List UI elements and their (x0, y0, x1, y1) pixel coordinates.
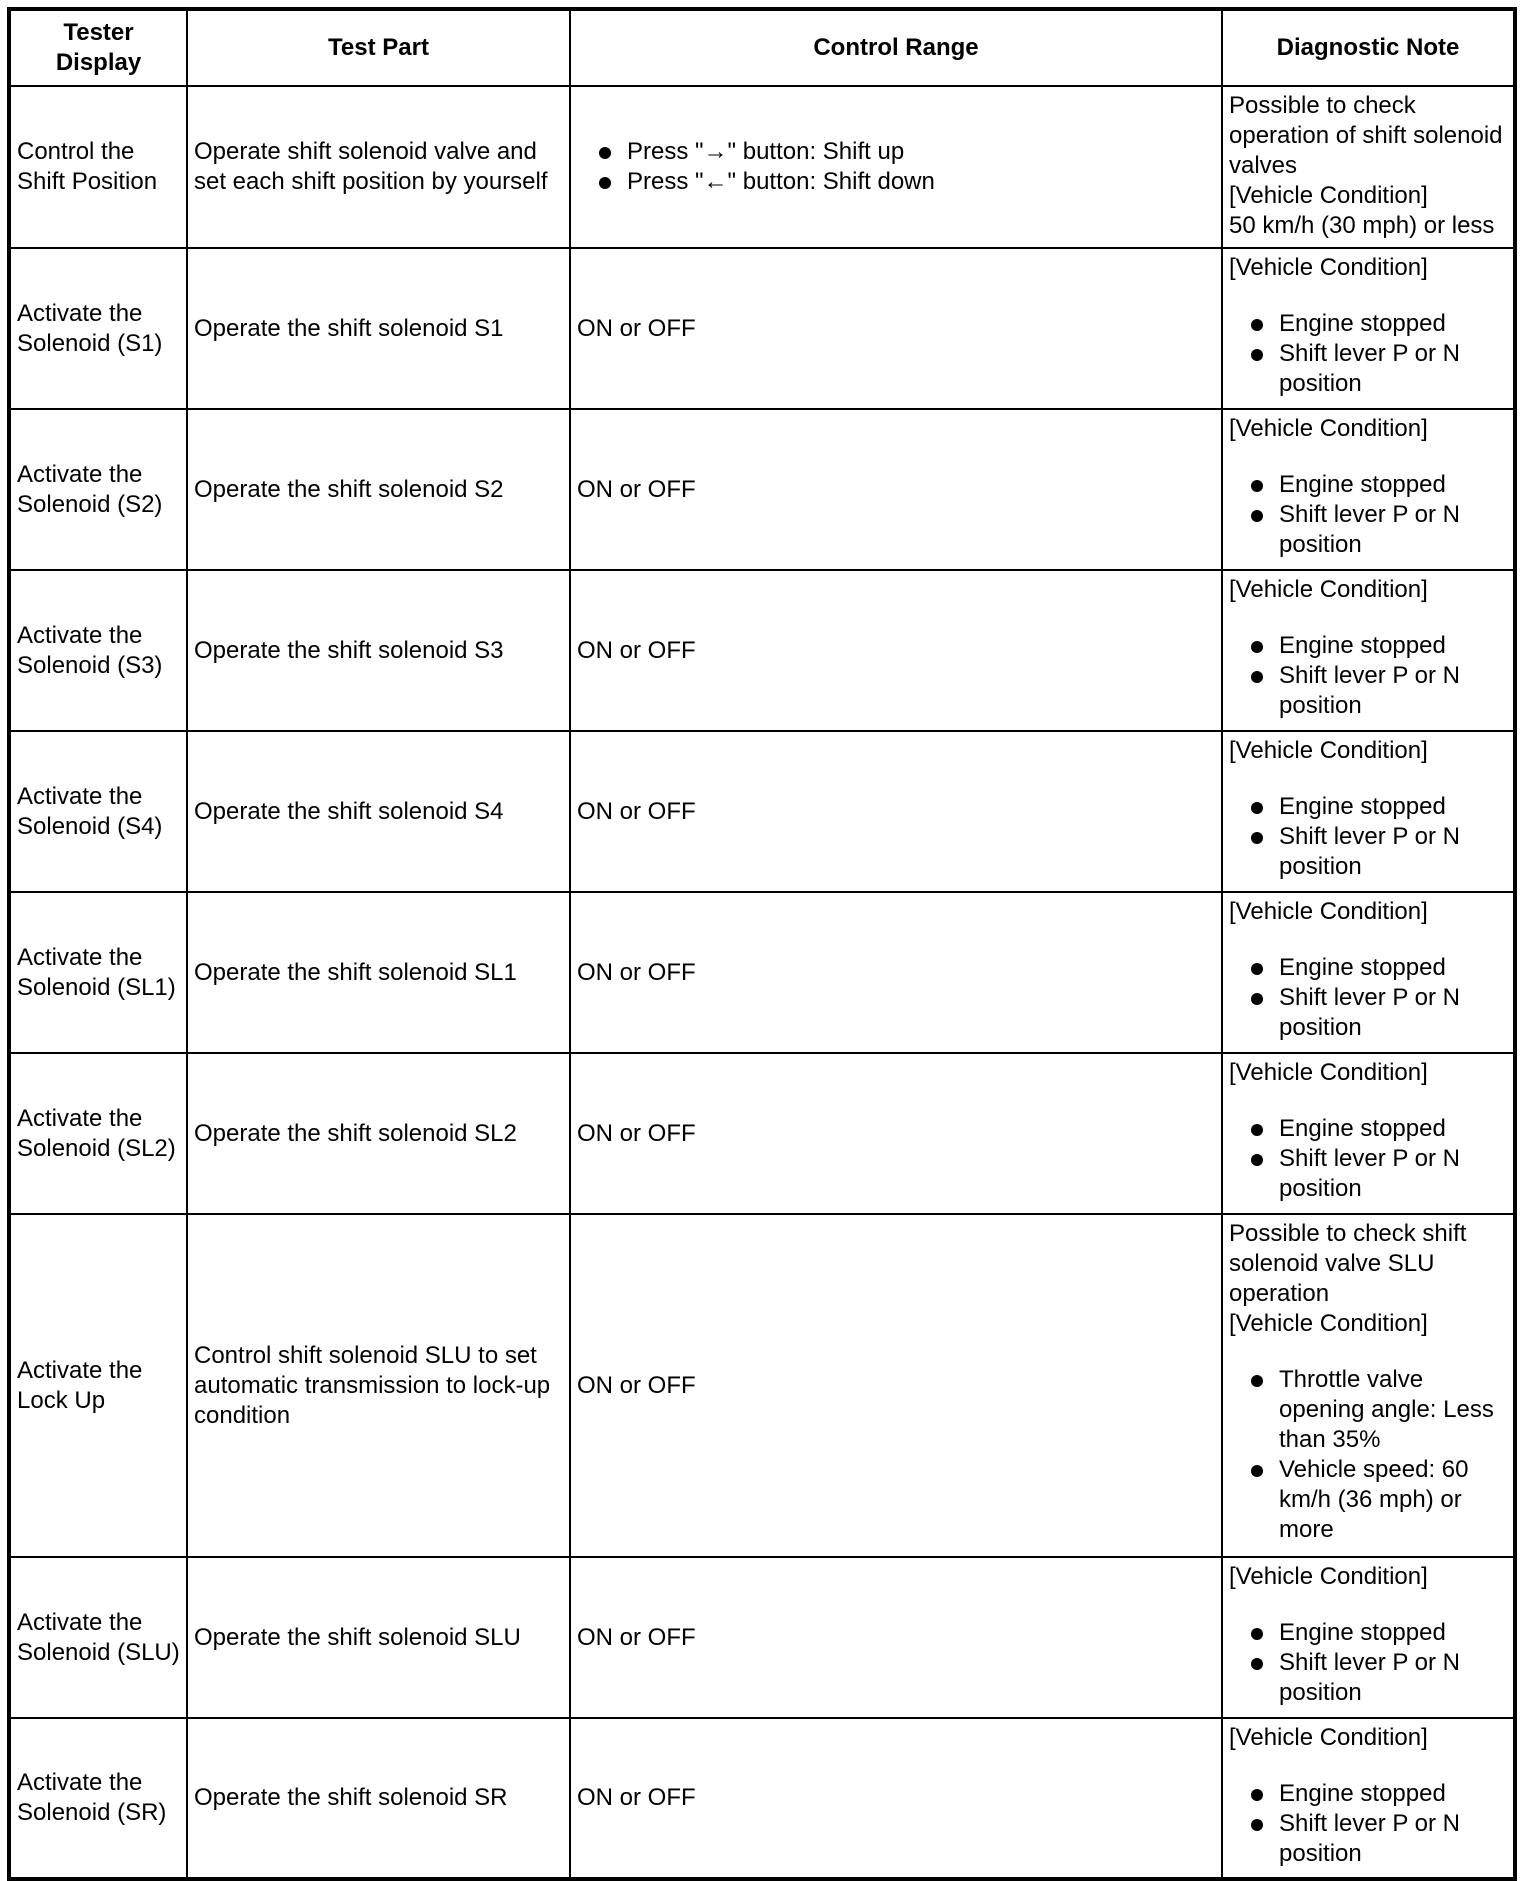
note-list (1229, 470, 1507, 560)
note-item: Throttle valve opening angle: Less than 35% (1229, 1365, 1507, 1455)
header-diagnostic-note: Diagnostic Note (1222, 9, 1515, 86)
tester-display-cell: Activate the Solenoid (S4) (9, 731, 187, 892)
note-heading: [Vehicle Condition] (1229, 1724, 1428, 1751)
note-list (1229, 1618, 1507, 1708)
table-row (9, 1053, 1515, 1214)
control-range-cell: ON or OFF (570, 1557, 1222, 1718)
tester-display-cell: Control the Shift Position (9, 86, 187, 248)
diagnostic-note-cell (1222, 1557, 1515, 1718)
note-list (1229, 953, 1507, 1043)
note-list (1229, 309, 1507, 399)
note-item: Engine stopped (1229, 1114, 1507, 1144)
note-list (1229, 1365, 1507, 1545)
note-item: Engine stopped (1229, 1618, 1507, 1648)
note-item: Shift lever P or N position (1229, 983, 1507, 1043)
note-item: Engine stopped (1229, 470, 1507, 500)
note-heading: [Vehicle Condition] (1229, 1310, 1428, 1337)
test-part-cell: Operate the shift solenoid SR (187, 1718, 570, 1879)
diagnostic-note-cell (1222, 570, 1515, 731)
test-part-cell: Operate the shift solenoid S3 (187, 570, 570, 731)
note-item: Shift lever P or N position (1229, 822, 1507, 882)
header-control-range: Control Range (570, 9, 1222, 86)
note-list (1229, 631, 1507, 721)
note-item: Engine stopped (1229, 631, 1507, 661)
table-row (9, 731, 1515, 892)
note-heading: [Vehicle Condition] (1229, 898, 1428, 925)
header-test-part: Test Part (187, 9, 570, 86)
diagnostic-note-cell (1222, 731, 1515, 892)
test-part-cell: Operate the shift solenoid SL2 (187, 1053, 570, 1214)
control-range-cell (570, 86, 1222, 248)
test-part-cell: Operate shift solenoid valve and set each shift position by yourself (187, 86, 570, 248)
active-test-table (7, 7, 1517, 1881)
tester-display-cell: Activate the Lock Up (9, 1214, 187, 1557)
note-list (1229, 1114, 1507, 1204)
control-range-cell: ON or OFF (570, 1718, 1222, 1879)
tester-display-cell: Activate the Solenoid (SR) (9, 1718, 187, 1879)
test-part-cell: Operate the shift solenoid S4 (187, 731, 570, 892)
note-heading: [Vehicle Condition] (1229, 1563, 1428, 1590)
control-range-cell: ON or OFF (570, 1053, 1222, 1214)
note-heading: [Vehicle Condition] (1229, 182, 1428, 209)
note-text: Possible to check shift solenoid valve SLU operation (1229, 1220, 1467, 1307)
note-item: Vehicle speed: 60 km/h (36 mph) or more (1229, 1455, 1507, 1545)
note-item: Engine stopped (1229, 953, 1507, 983)
diagnostic-note-cell (1222, 248, 1515, 409)
test-part-cell: Operate the shift solenoid S1 (187, 248, 570, 409)
test-part-cell: Control shift solenoid SLU to set automatic transmission to lock-up condition (187, 1214, 570, 1557)
table-row (9, 1214, 1515, 1557)
diagnostic-note-cell (1222, 1718, 1515, 1879)
header-row (9, 9, 1515, 86)
control-range-cell: ON or OFF (570, 570, 1222, 731)
note-list (1229, 1779, 1507, 1869)
note-heading: [Vehicle Condition] (1229, 737, 1428, 764)
note-item: Shift lever P or N position (1229, 1648, 1507, 1708)
control-range-cell: ON or OFF (570, 892, 1222, 1053)
tester-display-cell: Activate the Solenoid (S2) (9, 409, 187, 570)
tester-display-cell: Activate the Solenoid (SL1) (9, 892, 187, 1053)
diagnostic-note-cell (1222, 1053, 1515, 1214)
diagnostic-note-cell (1222, 409, 1515, 570)
control-range-cell: ON or OFF (570, 409, 1222, 570)
note-list (1229, 792, 1507, 882)
note-heading: [Vehicle Condition] (1229, 1059, 1428, 1086)
control-range-list (577, 137, 1215, 197)
table-row (9, 248, 1515, 409)
control-range-item: Press "←" button: Shift down (577, 167, 1215, 197)
tester-display-cell: Activate the Solenoid (SLU) (9, 1557, 187, 1718)
note-heading: [Vehicle Condition] (1229, 254, 1428, 281)
note-item: Engine stopped (1229, 792, 1507, 822)
table-row (9, 409, 1515, 570)
tester-display-cell: Activate the Solenoid (SL2) (9, 1053, 187, 1214)
table-row (9, 1718, 1515, 1879)
table-row (9, 1557, 1515, 1718)
note-item: Shift lever P or N position (1229, 1809, 1507, 1869)
table-row (9, 892, 1515, 1053)
diagnostic-note-cell (1222, 1214, 1515, 1557)
note-item: Engine stopped (1229, 1779, 1507, 1809)
note-item: Shift lever P or N position (1229, 339, 1507, 399)
control-range-cell: ON or OFF (570, 731, 1222, 892)
table-row (9, 86, 1515, 248)
note-text: Possible to check operation of shift solenoid valves (1229, 92, 1503, 179)
note-item: Shift lever P or N position (1229, 661, 1507, 721)
table-row (9, 570, 1515, 731)
note-item: Shift lever P or N position (1229, 500, 1507, 560)
note-item: Shift lever P or N position (1229, 1144, 1507, 1204)
control-range-cell: ON or OFF (570, 1214, 1222, 1557)
note-text: 50 km/h (30 mph) or less (1229, 212, 1495, 239)
tester-display-cell: Activate the Solenoid (S1) (9, 248, 187, 409)
test-part-cell: Operate the shift solenoid SL1 (187, 892, 570, 1053)
document-page (7, 7, 1513, 1870)
test-part-cell: Operate the shift solenoid SLU (187, 1557, 570, 1718)
note-heading: [Vehicle Condition] (1229, 576, 1428, 603)
diagnostic-note-cell (1222, 86, 1515, 248)
diagnostic-note-cell (1222, 892, 1515, 1053)
header-tester-display: Tester Display (9, 9, 187, 86)
tester-display-cell: Activate the Solenoid (S3) (9, 570, 187, 731)
note-heading: [Vehicle Condition] (1229, 415, 1428, 442)
note-item: Engine stopped (1229, 309, 1507, 339)
test-part-cell: Operate the shift solenoid S2 (187, 409, 570, 570)
control-range-cell: ON or OFF (570, 248, 1222, 409)
control-range-item: Press "→" button: Shift up (577, 137, 1215, 167)
